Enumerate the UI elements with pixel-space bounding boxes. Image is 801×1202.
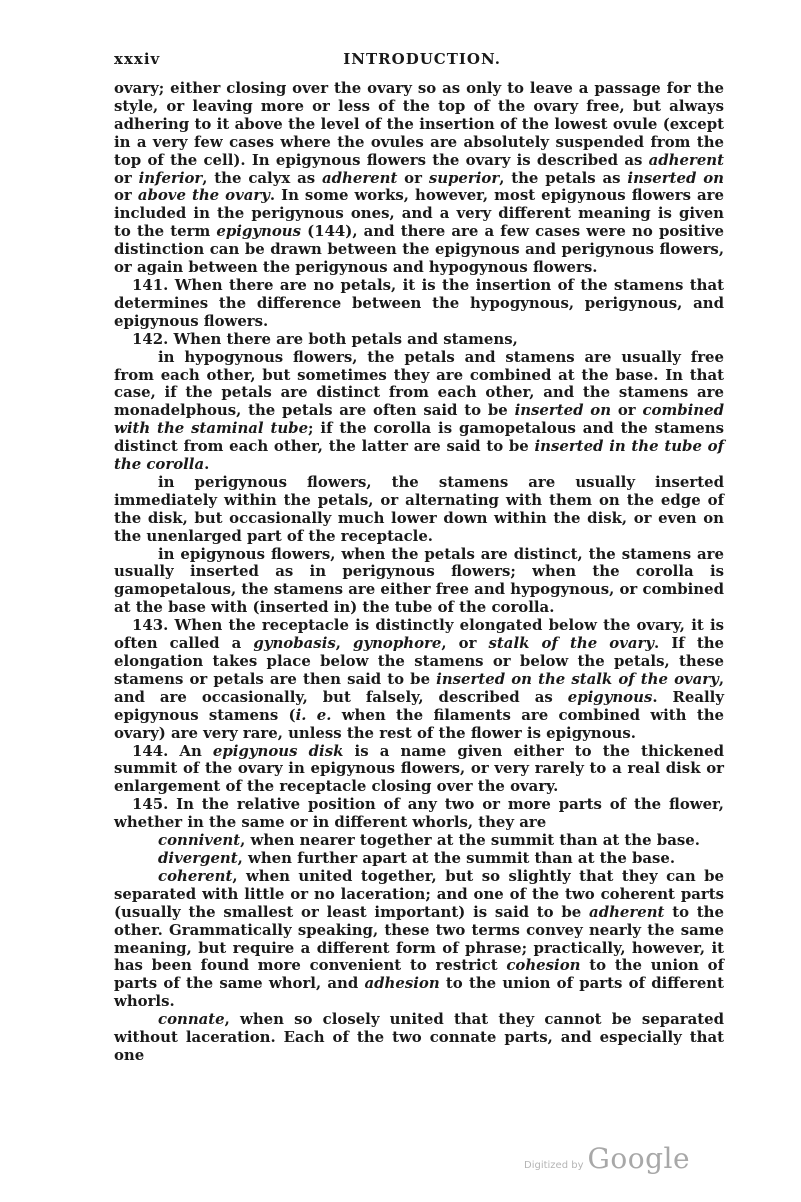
paragraph: in hypogynous flowers, the petals and stamens are usually free from each other, but sometimes they are combined at the base. In that case, if the petals are distinct from each other, and the stamens are monadelphous, the petals are often said to be inserted on or combined with the staminal tube; if the corolla is gamopetalous and the stamens distinct from each other, the latter are said to be inserted in the tube of the corolla. <box>114 347 724 474</box>
google-logo: Google <box>587 1142 691 1175</box>
digitization-watermark <box>524 1142 690 1175</box>
paragraph: 141. When there are no petals, it is the insertion of the stamens that determines the difference between the hypogynous, perigynous, and epigynous flowers. <box>114 275 724 330</box>
running-header <box>114 50 724 68</box>
paragraph: 144. An epigynous disk is a name given either to the thickened summit of the ovary in epigynous flowers, or very rarely to a real disk or enlargement of the receptacle closing over the ovary. <box>114 741 724 796</box>
body-text <box>114 80 724 1065</box>
watermark-prefix: Digitized by <box>524 1160 584 1171</box>
paragraph: in epigynous flowers, when the petals are distinct, the stamens are usually inserted as in perigynous flowers; when the corolla is gamopetalous, the stamens are either free and hypogynous, or combined at the base with (inserted in) the tube of the corolla. <box>114 544 724 617</box>
running-title: INTRODUCTION. <box>343 50 501 68</box>
paragraph: 145. In the relative position of any two or more parts of the flower, whether in the same or in different whorls, they are <box>114 795 724 832</box>
paragraph: connate, when so closely united that they cannot be separated without laceration. Each of the two connate parts, and especially that one <box>114 1010 724 1064</box>
paragraph: in perigynous flowers, the stamens are usually inserted immediately within the petals, or alternating with them on the edge of the disk, but occasionally much lower down within the disk, or even on the unenlarged part of the receptacle. <box>114 472 724 545</box>
book-page <box>114 50 724 1065</box>
paragraph: coherent, when united together, but so slightly that they can be separated with little or no laceration; and one of the two coherent parts (usually the smallest or least important) is said to be adherent to the other. Grammatically speaking, these two terms convey nearly the same meaning, but require a different form of phrase; practically, however, it has been found more convenient to restrict cohesion to the union of parts of the same whorl, and adhesion to the union of parts of different whorls. <box>114 866 724 1011</box>
page-number: xxxiv <box>114 50 161 68</box>
paragraph: ovary; either closing over the ovary so as only to leave a passage for the style, or leaving more or less of the top of the ovary free, but always adhering to it above the level of the insertion of the lowest ovule (except in a very few cases where the ovules are absolutely suspended from the top of the cell). In epigynous flowers the ovary is described as adherent or inferior, the calyx as adherent or superior, the petals as inserted on or above the ovary. In some works, however, most epigynous flowers are included in the perigynous ones, and a very different meaning is given to the term epigynous (144), and there are a few cases were no positive distinction can be drawn between the epigynous and perigynous flowers, or again between the perigynous and hypogynous flowers. <box>114 79 724 277</box>
paragraph: divergent, when further apart at the summit than at the base. <box>158 848 676 867</box>
paragraph: 143. When the receptacle is distinctly elongated below the ovary, it is often called a gynobasis, gynophore, or stalk of the ovary. If the elongation takes place below the stamens or below the petals, these stamens or petals are then said to be inserted on the stalk of the ovary, and are occasionally, but falsely, described as epigynous. Really epigynous stamens (i. e. when the filaments are combined with the ovary) are very rare, unless the rest of the flower is epigynous. <box>114 616 724 742</box>
paragraph: connivent, when nearer together at the summit than at the base. <box>158 831 700 850</box>
paragraph: 142. When there are both petals and stamens, <box>132 329 518 348</box>
